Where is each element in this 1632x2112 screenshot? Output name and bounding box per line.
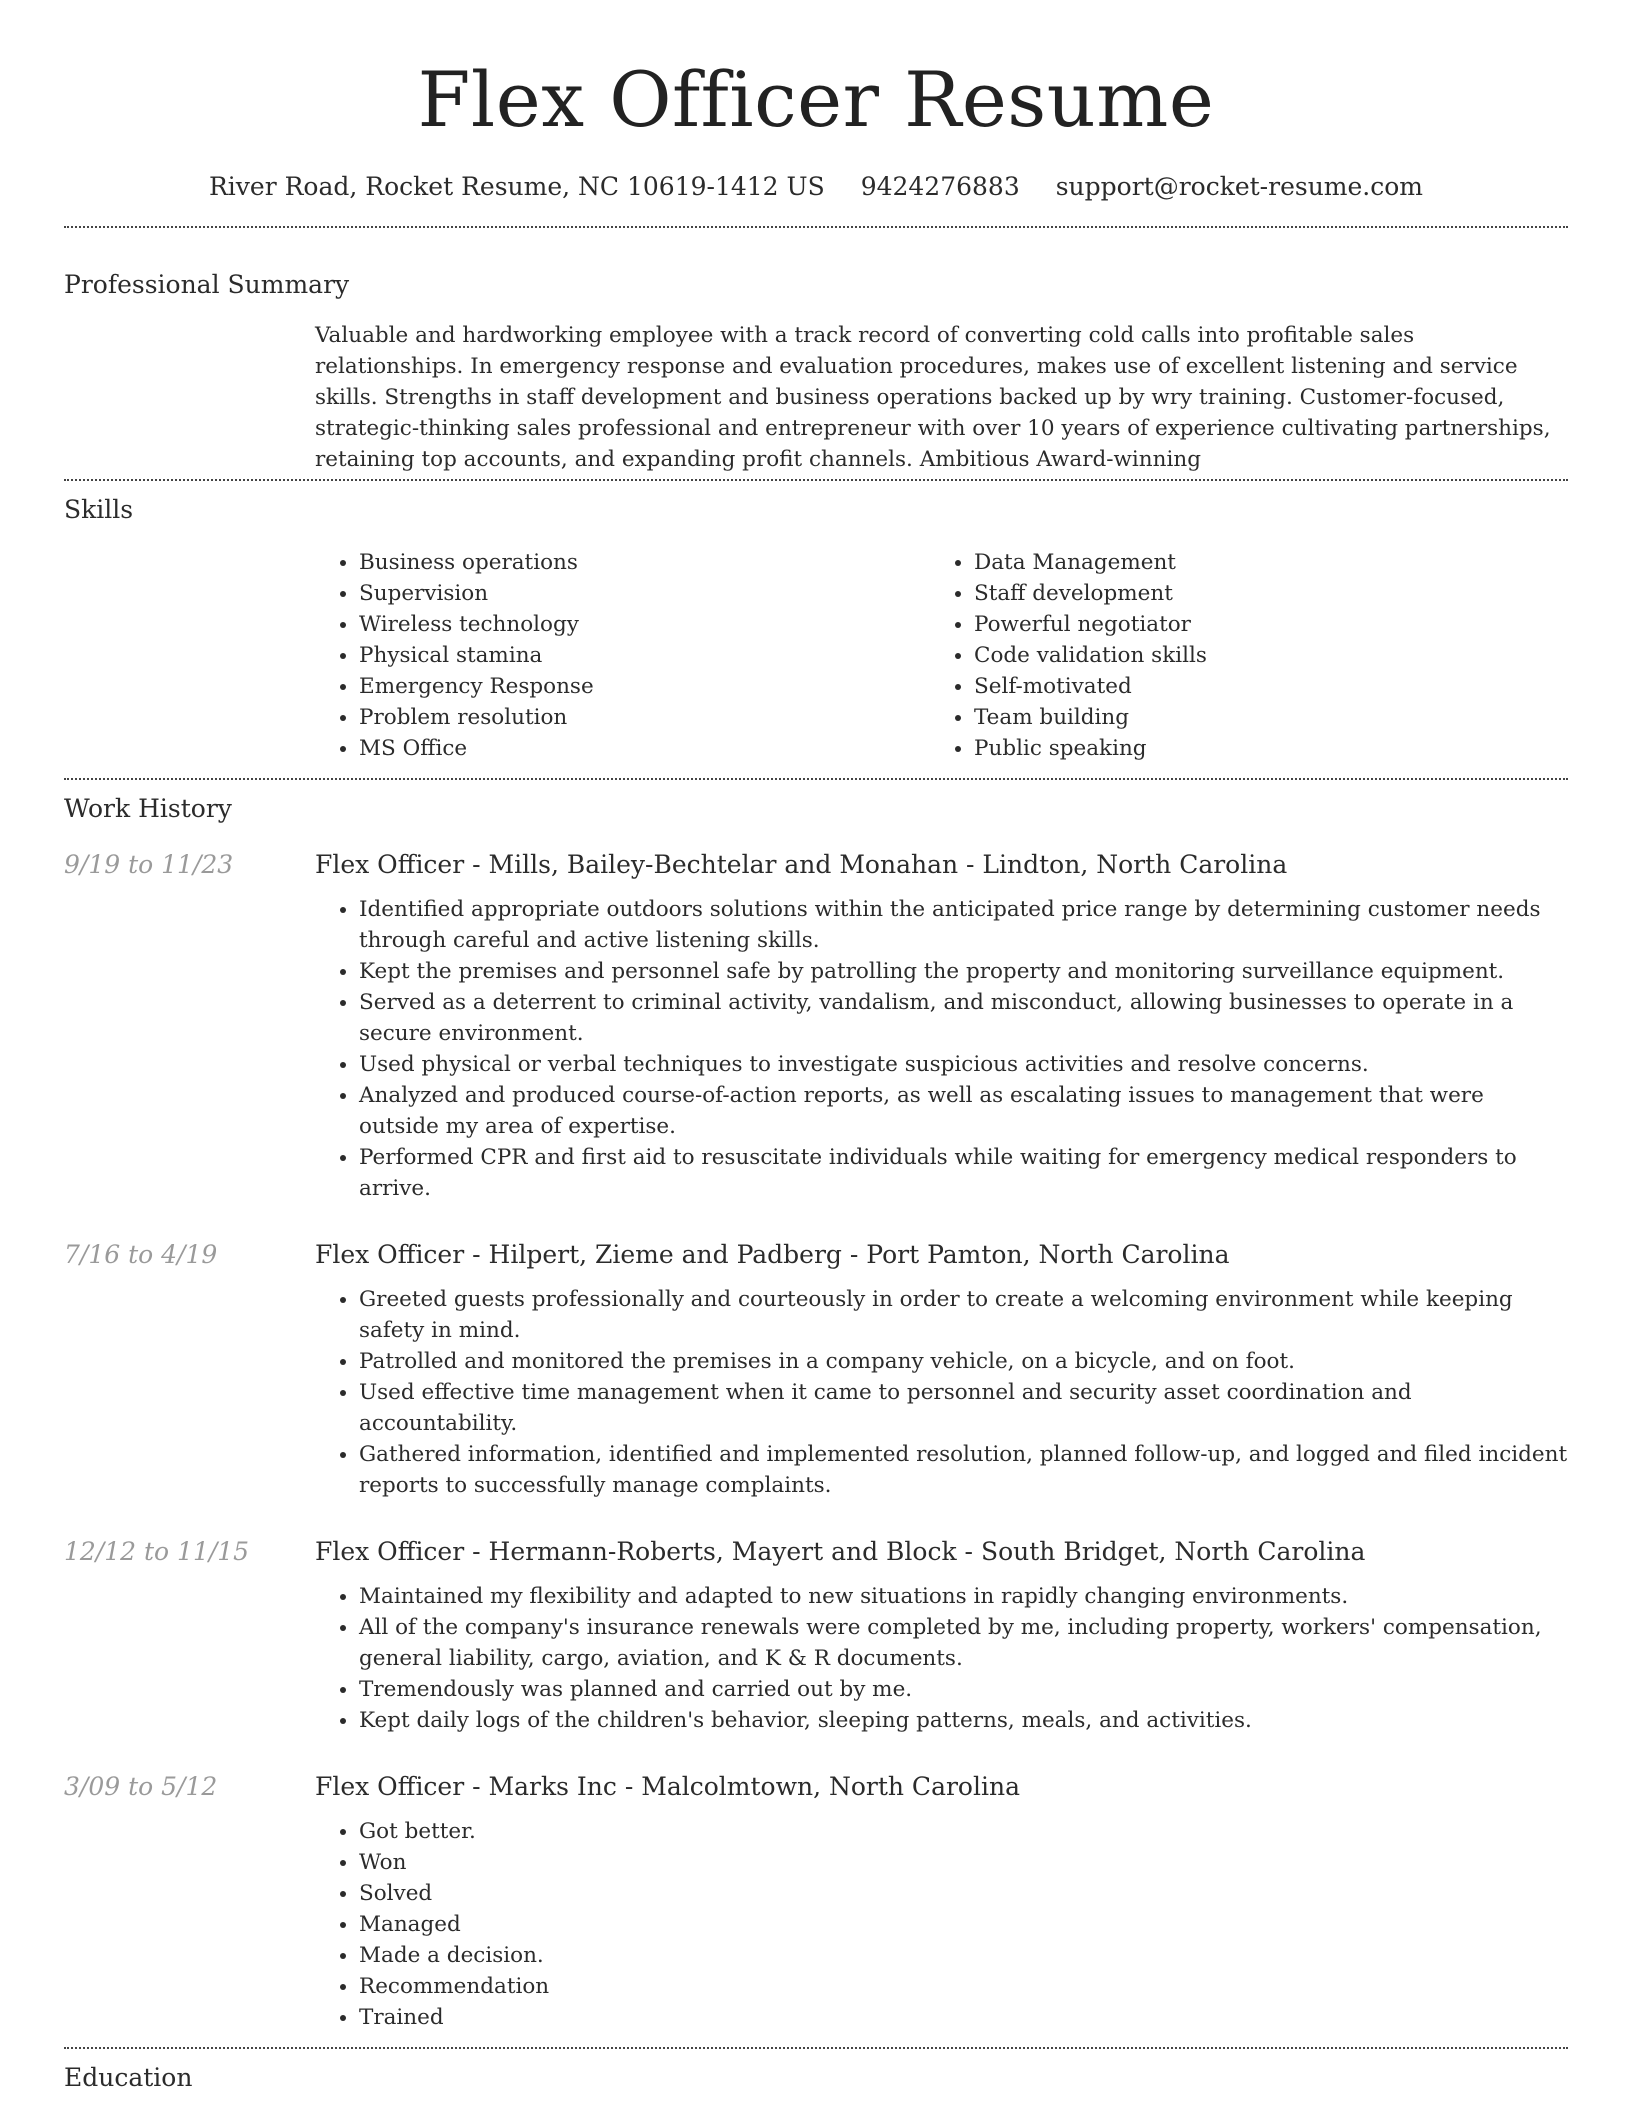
- summary-text: Valuable and hardworking employee with a track record of converting cold calls into profitable sales relationships. In emergency response and evaluation procedures, makes use of excellent listening and service skills. Strengths in staff development and business operations backed up by wry training. Customer-focused, strategic-thinking sales professional and entrepreneur with over 10 years of experience cultivating partnerships, retaining top accounts, and expanding profit channels. Ambitious Award-winning: [315, 323, 1551, 472]
- skill-item: • Wireless technology: [359, 609, 930, 640]
- skill-item: • Self-motivated: [974, 671, 1545, 702]
- resume-title: Flex Officer Resume: [417, 55, 1215, 144]
- job-dates: 12/12 to 11/15: [64, 1537, 250, 1566]
- job-bullet: • Recommendation: [359, 1971, 1568, 2002]
- job-dates: 7/16 to 4/19: [64, 1240, 218, 1269]
- job-bullet: • Greeted guests professionally and courteously in order to create a welcoming environment while keeping safety in mind.: [359, 1284, 1568, 1346]
- skill-item: • Public speaking: [974, 733, 1545, 764]
- contact-email: support@rocket-resume.com: [1055, 172, 1424, 201]
- job-dates: 9/19 to 11/23: [64, 850, 234, 879]
- job-entry: [64, 1238, 1568, 1501]
- job-bullets: [315, 1581, 1568, 1736]
- job-bullet: • Got better.: [359, 1816, 1568, 1847]
- contact-address: River Road, Rocket Resume, NC 10619-1412 US: [208, 172, 825, 201]
- job-bullet: • Kept the premises and personnel safe by patrolling the property and monitoring surveillance equipment.: [359, 956, 1568, 987]
- job-bullet: • Gathered information, identified and implemented resolution, planned follow-up, and logged and filed incident reports to successfully manage complaints.: [359, 1439, 1568, 1501]
- divider: [64, 778, 1568, 780]
- divider: [64, 479, 1568, 481]
- contact-line: [64, 170, 1568, 204]
- job-bullet: • Patrolled and monitored the premises in a company vehicle, on a bicycle, and on foot.: [359, 1346, 1568, 1377]
- section-title-skills: Skills: [64, 495, 134, 524]
- job-dates: 3/09 to 5/12: [64, 1772, 218, 1801]
- job-bullets: [315, 894, 1568, 1204]
- skill-item: • Emergency Response: [359, 671, 930, 702]
- skill-item: • Powerful negotiator: [974, 609, 1545, 640]
- skills-list-right: [930, 547, 1545, 764]
- job-entry: [64, 1535, 1568, 1736]
- divider: [64, 2047, 1568, 2049]
- job-bullet: • Used physical or verbal techniques to investigate suspicious activities and resolve concerns.: [359, 1049, 1568, 1080]
- skills-grid: [315, 547, 1568, 764]
- job-bullet: • Identified appropriate outdoors solutions within the anticipated price range by determining customer needs through careful and active listening skills.: [359, 894, 1568, 956]
- job-details: [315, 1770, 1568, 2033]
- job-bullet: • Solved: [359, 1878, 1568, 1909]
- job-title: Flex Officer - Mills, Bailey-Bechtelar and Monahan - Lindton, North Carolina: [315, 850, 1288, 879]
- skill-item: • Business operations: [359, 547, 930, 578]
- skill-item: • Supervision: [359, 578, 930, 609]
- skill-item: • Staff development: [974, 578, 1545, 609]
- skills-list-left: [315, 547, 930, 764]
- job-details: [315, 1238, 1568, 1501]
- job-details: [315, 848, 1568, 1204]
- skill-item: • Physical stamina: [359, 640, 930, 671]
- job-title: Flex Officer - Marks Inc - Malcolmtown, North Carolina: [315, 1772, 1020, 1801]
- section-title-education: Education: [64, 2063, 193, 2092]
- skill-item: • Code validation skills: [974, 640, 1545, 671]
- job-entry: [64, 1770, 1568, 2033]
- skill-item: • Data Management: [974, 547, 1545, 578]
- job-bullet: • Won: [359, 1847, 1568, 1878]
- job-bullet: • Made a decision.: [359, 1940, 1568, 1971]
- divider: [64, 226, 1568, 228]
- skill-item: • MS Office: [359, 733, 930, 764]
- job-bullet: • Used effective time management when it came to personnel and security asset coordination and accountability.: [359, 1377, 1568, 1439]
- job-title: Flex Officer - Hermann-Roberts, Mayert and Block - South Bridget, North Carolina: [315, 1537, 1366, 1566]
- job-bullets: [315, 1816, 1568, 2033]
- job-details: [315, 1535, 1568, 1736]
- section-title-summary: Professional Summary: [64, 270, 350, 299]
- job-title: Flex Officer - Hilpert, Zieme and Padberg - Port Pamton, North Carolina: [315, 1240, 1230, 1269]
- section-title-work-history: Work History: [64, 794, 232, 823]
- skill-item: • Team building: [974, 702, 1545, 733]
- job-bullets: [315, 1284, 1568, 1501]
- job-bullet: • Tremendously was planned and carried out by me.: [359, 1674, 1568, 1705]
- job-bullet: • Kept daily logs of the children's behavior, sleeping patterns, meals, and activities.: [359, 1705, 1568, 1736]
- skill-item: • Problem resolution: [359, 702, 930, 733]
- resume-page: [64, 0, 1568, 2095]
- job-bullet: • Trained: [359, 2002, 1568, 2033]
- job-bullet: • Managed: [359, 1909, 1568, 1940]
- job-bullet: • All of the company's insurance renewals were completed by me, including property, workers' compensation, general liability, cargo, aviation, and K & R documents.: [359, 1612, 1568, 1674]
- job-entry: [64, 848, 1568, 1204]
- job-bullet: • Analyzed and produced course-of-action reports, as well as escalating issues to management that were outside my area of expertise.: [359, 1080, 1568, 1142]
- job-bullet: • Performed CPR and first aid to resuscitate individuals while waiting for emergency medical responders to arrive.: [359, 1142, 1568, 1204]
- job-bullet: • Served as a deterrent to criminal activity, vandalism, and misconduct, allowing businesses to operate in a secure environment.: [359, 987, 1568, 1049]
- job-bullet: • Maintained my flexibility and adapted to new situations in rapidly changing environments.: [359, 1581, 1568, 1612]
- contact-phone: 9424276883: [860, 172, 1020, 201]
